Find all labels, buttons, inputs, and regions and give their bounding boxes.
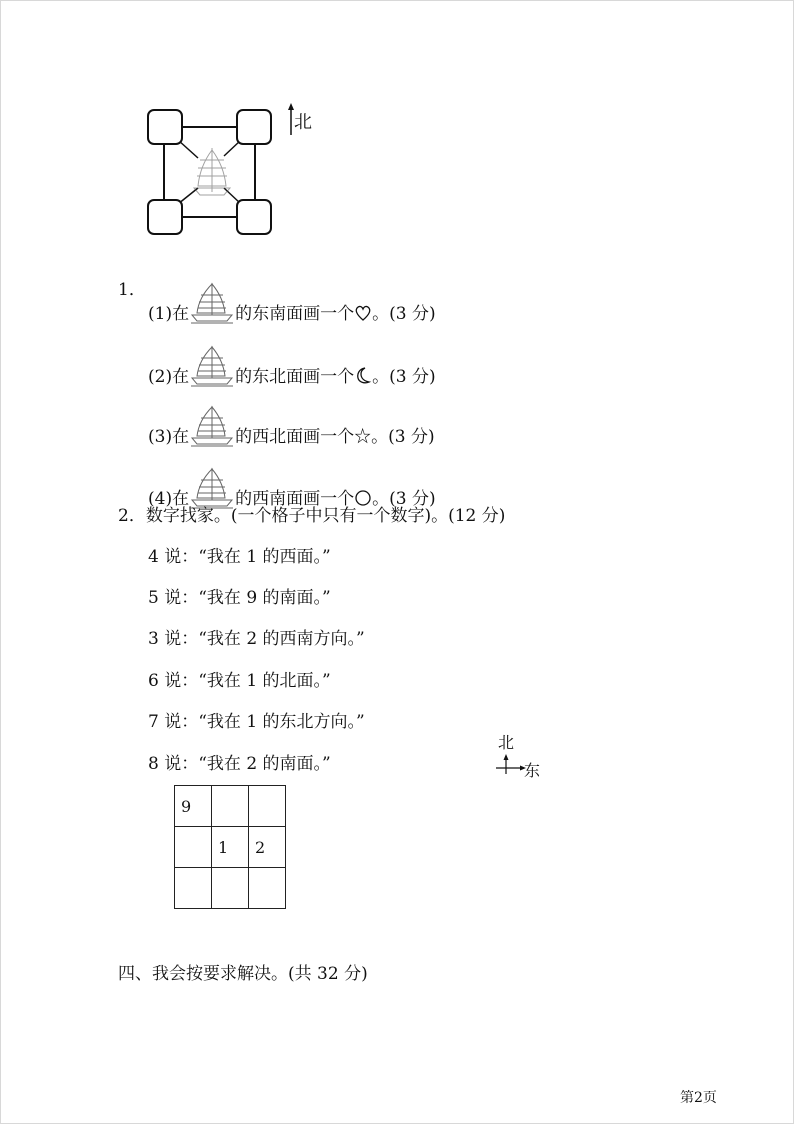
q2-title: 2．数字找家。(一个格子中只有一个数字)。(12 分) [118, 506, 506, 526]
grid-cell[interactable]: 9 [175, 786, 212, 827]
q2-clue-5: 7 说：“我在 1 的东北方向。” [148, 712, 365, 732]
grid-cell[interactable] [249, 786, 286, 827]
grid-row [175, 827, 286, 868]
q1-number: 1． [118, 280, 146, 300]
number-grid [174, 785, 286, 909]
grid-cell[interactable] [175, 827, 212, 868]
compass-east-label: 东 [524, 761, 541, 780]
north-label: 北 [294, 112, 312, 133]
section-4-title: 四、我会按要求解决。(共 32 分) [118, 964, 368, 984]
page-number: 第2页 [680, 1090, 717, 1106]
q1-item-3-prefix: (3)在 [148, 427, 190, 447]
grid-cell[interactable] [212, 786, 249, 827]
grid-cell[interactable] [249, 868, 286, 909]
moon-icon [354, 367, 372, 385]
grid-cell[interactable]: 1 [212, 827, 249, 868]
sailboat-icon [189, 342, 235, 388]
q1-item-1-prefix: (1)在 [148, 304, 190, 324]
q2-clue-4: 6 说：“我在 1 的北面。” [148, 671, 331, 691]
grid-cell[interactable] [212, 868, 249, 909]
compass-north-label: 北 [498, 733, 515, 752]
grid-cell[interactable] [175, 868, 212, 909]
q1-item-1 [148, 279, 436, 325]
q1-item-3-suffix: 的西北面画一个☆ [235, 427, 372, 447]
boat-position-diagram [140, 100, 285, 240]
grid-row [175, 786, 286, 827]
q2-clue-1: 4 说：“我在 1 的西面。” [148, 547, 331, 567]
q2-clue-2: 5 说：“我在 9 的南面。” [148, 588, 331, 608]
q2-clue-6: 8 说：“我在 2 的南面。” [148, 754, 331, 774]
compass [494, 730, 554, 780]
q1-item-2 [148, 342, 436, 388]
q1-item-4 [148, 464, 436, 510]
q1-item-2-suffix: 的东北面画一个 [235, 367, 355, 387]
q1-item-2-score: 。(3 分) [372, 367, 436, 387]
q2-clue-3: 3 说：“我在 2 的西南方向。” [148, 629, 365, 649]
compass-arrows-icon [494, 752, 528, 776]
q1-item-4-score: 。(3 分) [372, 489, 436, 509]
q1-item-4-prefix: (4)在 [148, 489, 190, 509]
grid-cell[interactable]: 2 [249, 827, 286, 868]
sailboat-icon [189, 464, 235, 510]
sailboat-icon [189, 402, 235, 448]
sailboat-icon [189, 279, 235, 325]
q1-item-2-prefix: (2)在 [148, 367, 190, 387]
grid-row [175, 868, 286, 909]
heart-icon [354, 304, 372, 322]
q1-item-3 [148, 402, 435, 448]
q1-item-1-score: 。(3 分) [372, 304, 436, 324]
q1-item-4-suffix: 的西南面画一个 [235, 489, 355, 509]
q1-item-1-suffix: 的东南面画一个 [235, 304, 355, 324]
q1-item-3-score: 。(3 分) [371, 427, 435, 447]
